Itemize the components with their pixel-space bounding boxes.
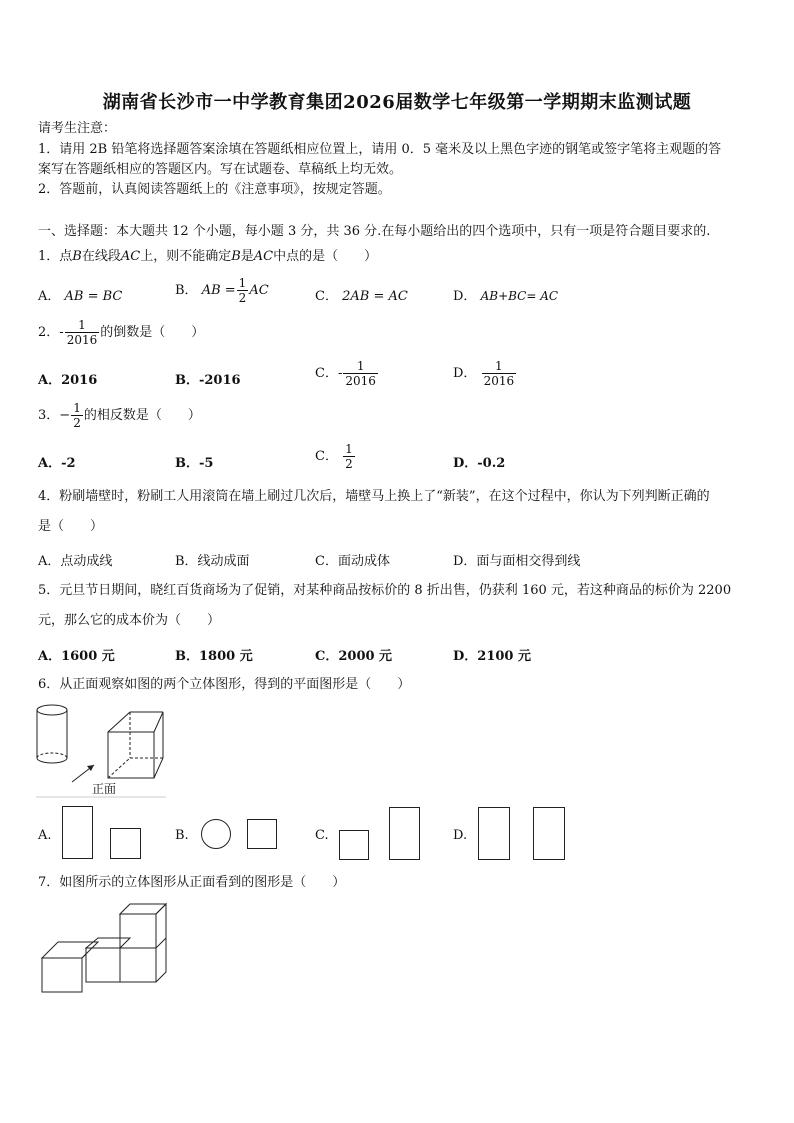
question-3-stem: 3．− $\frac{1}{2}$ 的相反数是（ ） (38, 401, 201, 430)
q1-option-a[interactable]: A． AB = BC (38, 289, 123, 304)
q5-option-b[interactable]: B．1800 元 (175, 649, 253, 664)
question-5-line-1: 5．元旦节日期间，晓红百货商场为了促销，对某种商品按标价的 8 折出售，仍获利 160 元，若这种商品的标价为 2200 (38, 583, 732, 598)
q4-option-c[interactable]: C．面动成体 (315, 554, 390, 569)
question-4-line-1: 4．粉刷墙壁时，粉刷工人用滚筒在墙上刷过几次后，墙壁马上换上了“新装”，在这个过程中，你认为下列判断正确的 (38, 489, 710, 504)
q5-option-d[interactable]: D．2100 元 (453, 649, 531, 664)
q4-option-d[interactable]: D．面与面相交得到线 (453, 554, 581, 569)
front-view-label: 正面 (92, 782, 117, 796)
q6-c-square (339, 830, 369, 860)
q6-b-circle (201, 819, 231, 849)
q1-option-c[interactable]: C． 2AB = AC (315, 289, 408, 304)
q5-option-c[interactable]: C．2000 元 (315, 649, 393, 664)
q2-option-a[interactable]: A．2016 (38, 373, 98, 388)
q6-c-tall-rectangle (389, 807, 420, 860)
q6-a-tall-rectangle (62, 806, 93, 859)
notice-header: 请考生注意： (38, 121, 117, 136)
q3-option-c[interactable]: C． $\frac{1}{2}$ (315, 442, 353, 471)
q4-option-a[interactable]: A．点动成线 (38, 554, 113, 569)
question-7-stem: 7．如图所示的立体图形从正面看到的图形是（ ） (38, 875, 346, 890)
section-heading: 一、选择题：本大题共 12 个小题，每小题 3 分，共 36 分.在每小题给出的四个选项中，只有一项是符合题目要求的. (38, 224, 711, 239)
q3-option-b[interactable]: B．-5 (175, 456, 214, 471)
q2-option-b[interactable]: B．-2016 (175, 373, 241, 388)
q5-option-a[interactable]: A．1600 元 (38, 649, 115, 664)
q2-option-d[interactable]: D． $\frac{1}{2016}$ (453, 359, 515, 388)
q6-d-tall-rectangle-right (533, 807, 565, 860)
question-2-stem: 2．- $\frac{1}{2016}$ 的倒数是（ ） (38, 318, 205, 347)
page-title: 湖南省长沙市一中学教育集团2026届数学七年级第一学期期末监测试题 (102, 92, 692, 113)
q1-option-b[interactable]: B． AB = $\frac{1}{2}$ AC (175, 276, 269, 305)
notice-line-2: 2．答题前，认真阅读答题纸上的《注意事项》，按规定答题。 (38, 182, 391, 197)
notice-line-1b: 案写在答题纸相应的答题区内。写在试题卷、草稿纸上均无效。 (38, 162, 403, 177)
q1-option-d[interactable]: D． AB+BC= AC (453, 289, 559, 304)
q6-b-square (247, 819, 277, 849)
q6-option-b[interactable]: B. (175, 828, 189, 843)
q6-option-a[interactable]: A. (38, 828, 52, 843)
q6-d-tall-rectangle-left (478, 807, 510, 860)
question-6-stem: 6．从正面观察如图的两个立体图形，得到的平面图形是（ ） (38, 677, 411, 692)
q3-option-d[interactable]: D．-0.2 (453, 456, 506, 471)
q6-option-c[interactable]: C. (315, 828, 329, 843)
q7-cube-stack-figure (38, 902, 170, 996)
question-5-line-2: 元，那么它的成本价为（ ） (38, 613, 221, 628)
q4-option-b[interactable]: B．线动成面 (175, 554, 250, 569)
question-4-line-2: 是（ ） (38, 519, 104, 534)
question-1-stem: 1．点B在线段AC上，则不能确定B是AC中点的是（ ） (38, 249, 378, 264)
q3-option-a[interactable]: A．-2 (38, 456, 76, 471)
q6-option-d[interactable]: D. (453, 828, 468, 843)
q6-a-square (110, 828, 141, 859)
notice-line-1a: 1．请用 2B 铅笔将选择题答案涂填在答题纸相应位置上，请用 0．5 毫米及以上黑色字迹的钢笔或签字笔将主观题的答 (38, 142, 722, 157)
q2-option-c[interactable]: C．- $\frac{1}{2016}$ (315, 359, 376, 388)
